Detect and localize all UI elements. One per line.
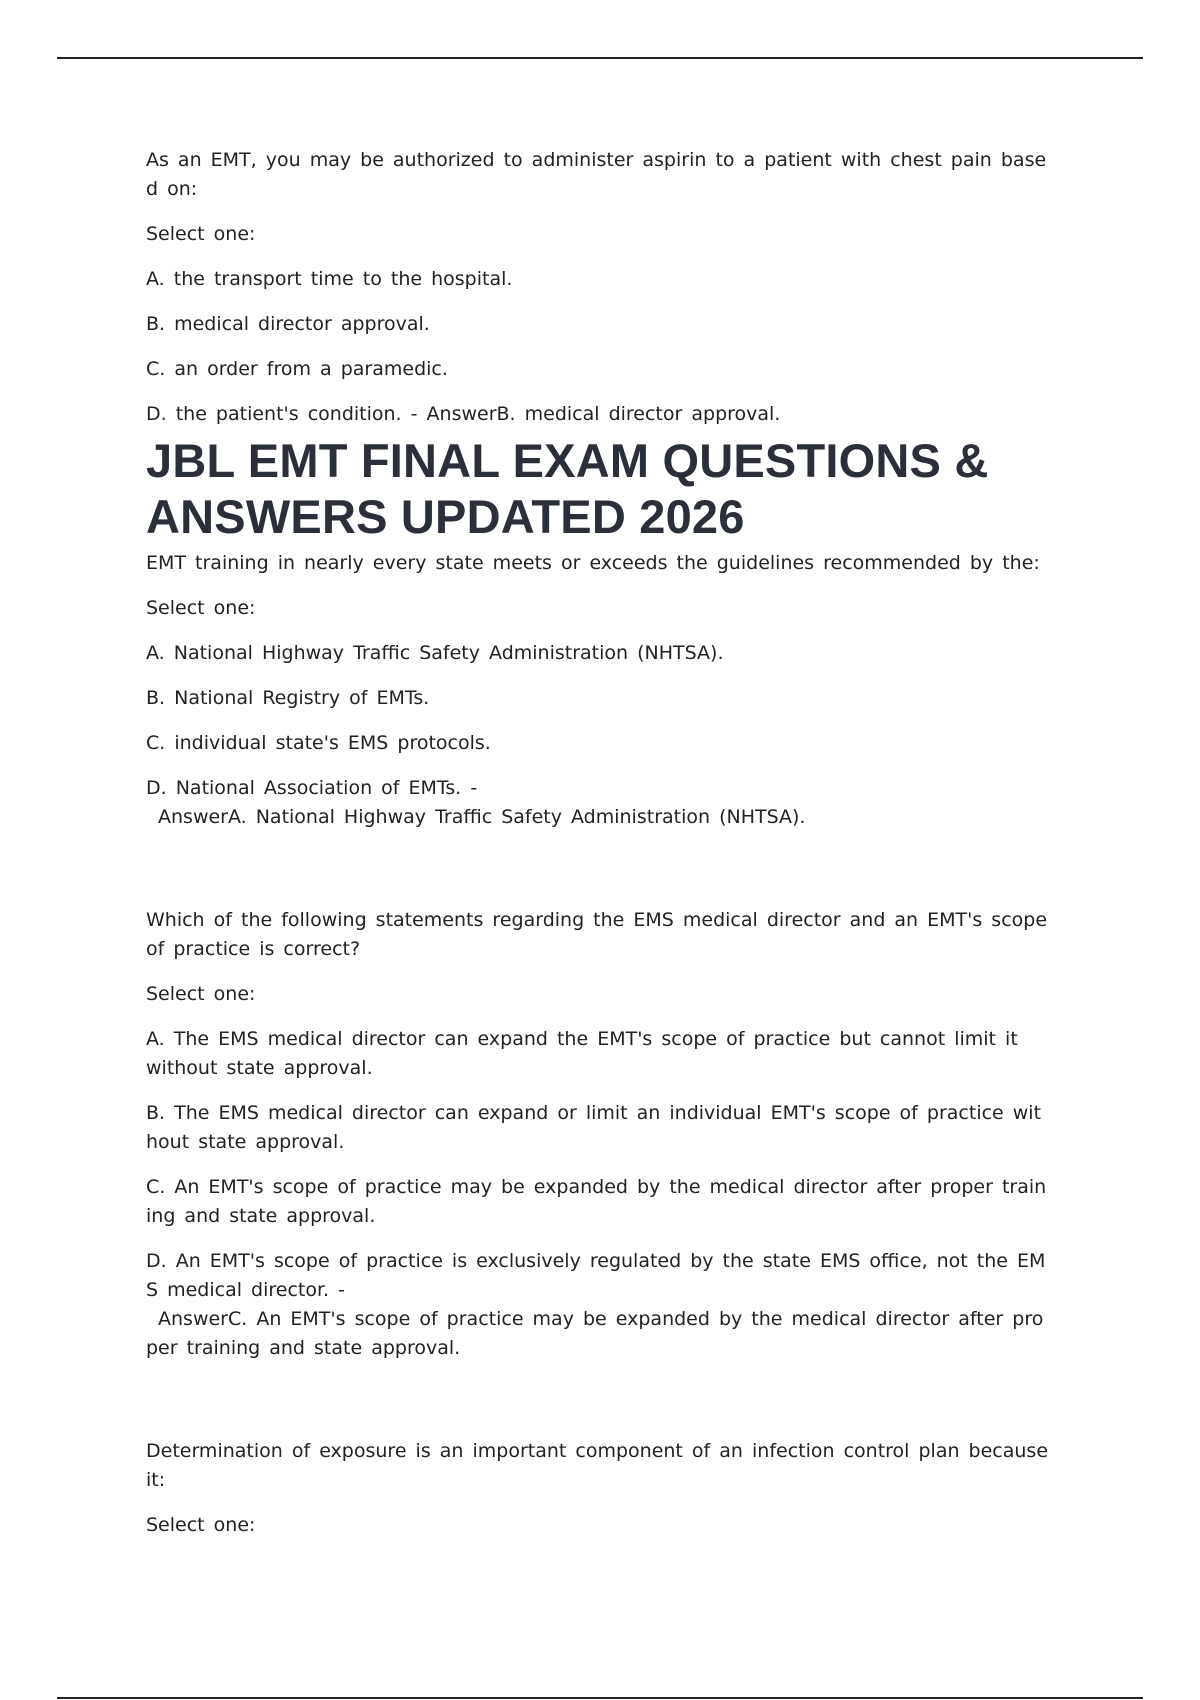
- spacer: [146, 1379, 1054, 1437]
- option-b: B. The EMS medical director can expand or limit an individual EMT's scope of practice wit hout state approval.: [146, 1102, 1042, 1153]
- select-prompt: Select one:: [146, 1514, 256, 1536]
- question-2: [146, 549, 1054, 832]
- option-c: C. individual state's EMS protocols.: [146, 732, 491, 754]
- question-1: [146, 146, 1054, 429]
- option-c: C. an order from a paramedic.: [146, 358, 448, 380]
- question-stem: EMT training in nearly every state meets or exceeds the guidelines recommended by the:: [146, 552, 1040, 574]
- spacer: [146, 848, 1054, 906]
- option-d: D. An EMT's scope of practice is exclusively regulated by the state EMS office, not the EM S medical director. -: [146, 1250, 1046, 1301]
- option-d: D. National Association of EMTs. -: [146, 777, 478, 799]
- question-stem: As an EMT, you may be authorized to administer aspirin to a patient with chest pain base d on:: [146, 149, 1047, 200]
- select-prompt: Select one:: [146, 597, 256, 619]
- option-b: B. medical director approval.: [146, 313, 430, 335]
- select-prompt: Select one:: [146, 223, 256, 245]
- document-body: [146, 146, 1054, 1556]
- option-a: A. The EMS medical director can expand the EMT's scope of practice but cannot limit it without state approval.: [146, 1028, 1018, 1079]
- option-a: A. the transport time to the hospital.: [146, 268, 513, 290]
- top-rule: [57, 57, 1143, 59]
- option-a: A. National Highway Traffic Safety Administration (NHTSA).: [146, 642, 724, 664]
- answer: AnswerC. An EMT's scope of practice may be expanded by the medical director after pro per training and state approval.: [146, 1308, 1044, 1359]
- option-d-with-answer: D. the patient's condition. - AnswerB. medical director approval.: [146, 403, 781, 425]
- question-3: [146, 906, 1054, 1363]
- option-b: B. National Registry of EMTs.: [146, 687, 430, 709]
- question-stem: Which of the following statements regarding the EMS medical director and an EMT's scope of practice is correct?: [146, 909, 1048, 960]
- document-title: JBL EMT FINAL EXAM QUESTIONS & ANSWERS UPDATED 2026: [146, 434, 989, 543]
- question-4: [146, 1437, 1054, 1540]
- select-prompt: Select one:: [146, 983, 256, 1005]
- answer: AnswerA. National Highway Traffic Safety Administration (NHTSA).: [158, 806, 806, 828]
- option-c: C. An EMT's scope of practice may be expanded by the medical director after proper train ing and state approval.: [146, 1176, 1047, 1227]
- bottom-rule: [57, 1697, 1143, 1699]
- question-stem: Determination of exposure is an important component of an infection control plan because it:: [146, 1440, 1049, 1491]
